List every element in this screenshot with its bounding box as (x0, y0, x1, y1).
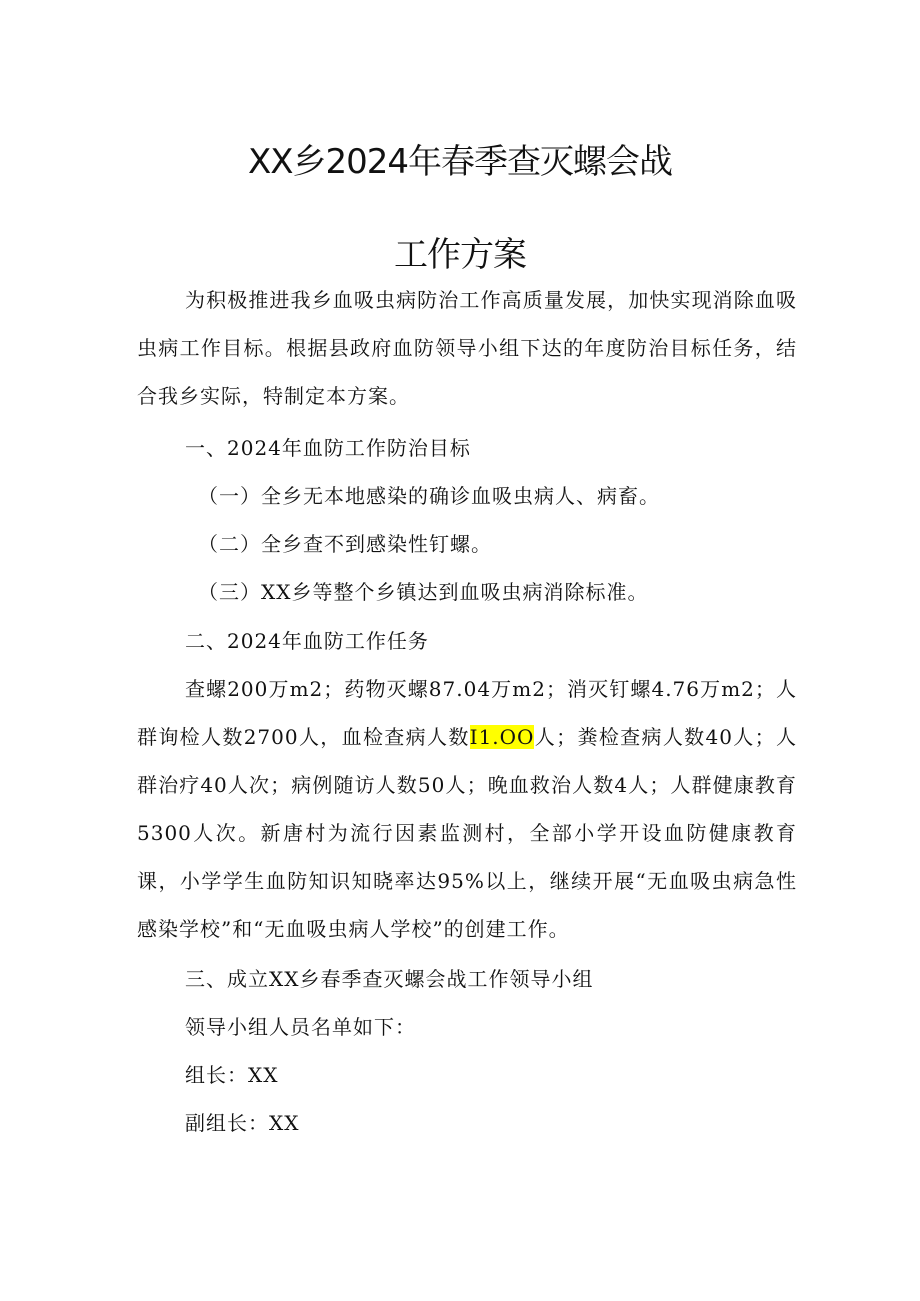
section1-heading: 一、2024年血防工作防治目标 (185, 436, 471, 460)
document-title-line2: 工作方案 (394, 235, 526, 275)
section2-body-part2: 人；粪检查病人数40人；人群治疗40人次；病例随访人数50人；晚血救治人数4人；人群健康教育5300人次。新唐村为流行因素监测村，全部小学开设血防健康教育课，小学学生血防知识知晓率达95%以上，继续开展“无血吸虫病急性感染学校”和“无血吸虫病人学校”的创建工作。 (137, 725, 797, 941)
section1-item-1: （一）全乡无本地感染的确诊血吸虫病人、病畜。 (198, 484, 660, 508)
section2-body (137, 665, 797, 953)
group-leader: 组长：XX (185, 1063, 279, 1087)
section2-body-part1: 查螺200万m2；药物灭螺87.04万m2；消灭钉螺4.76万m2；人群询检人数2700人，血检查病人数 (137, 677, 797, 749)
highlighted-value: I1.OO (469, 725, 535, 749)
section2-heading: 二、2024年血防工作任务 (185, 629, 429, 653)
section3-heading: 三、成立XX乡春季查灭螺会战工作领导小组 (185, 967, 594, 991)
intro-paragraph: 为积极推进我乡血吸虫病防治工作高质量发展，加快实现消除血吸虫病工作目标。根据县政府血防领导小组下达的年度防治目标任务，结合我乡实际，特制定本方案。 (137, 288, 797, 408)
document-title-line1: XX乡2024年春季查灭螺会战 (247, 142, 673, 182)
deputy-leader: 副组长：XX (185, 1111, 300, 1135)
section1-item-3: （三）XX乡等整个乡镇达到血吸虫病消除标准。 (198, 580, 649, 604)
member-list-intro: 领导小组人员名单如下： (185, 1015, 416, 1039)
section1-item-2: （二）全乡查不到感染性钉螺。 (198, 532, 492, 556)
